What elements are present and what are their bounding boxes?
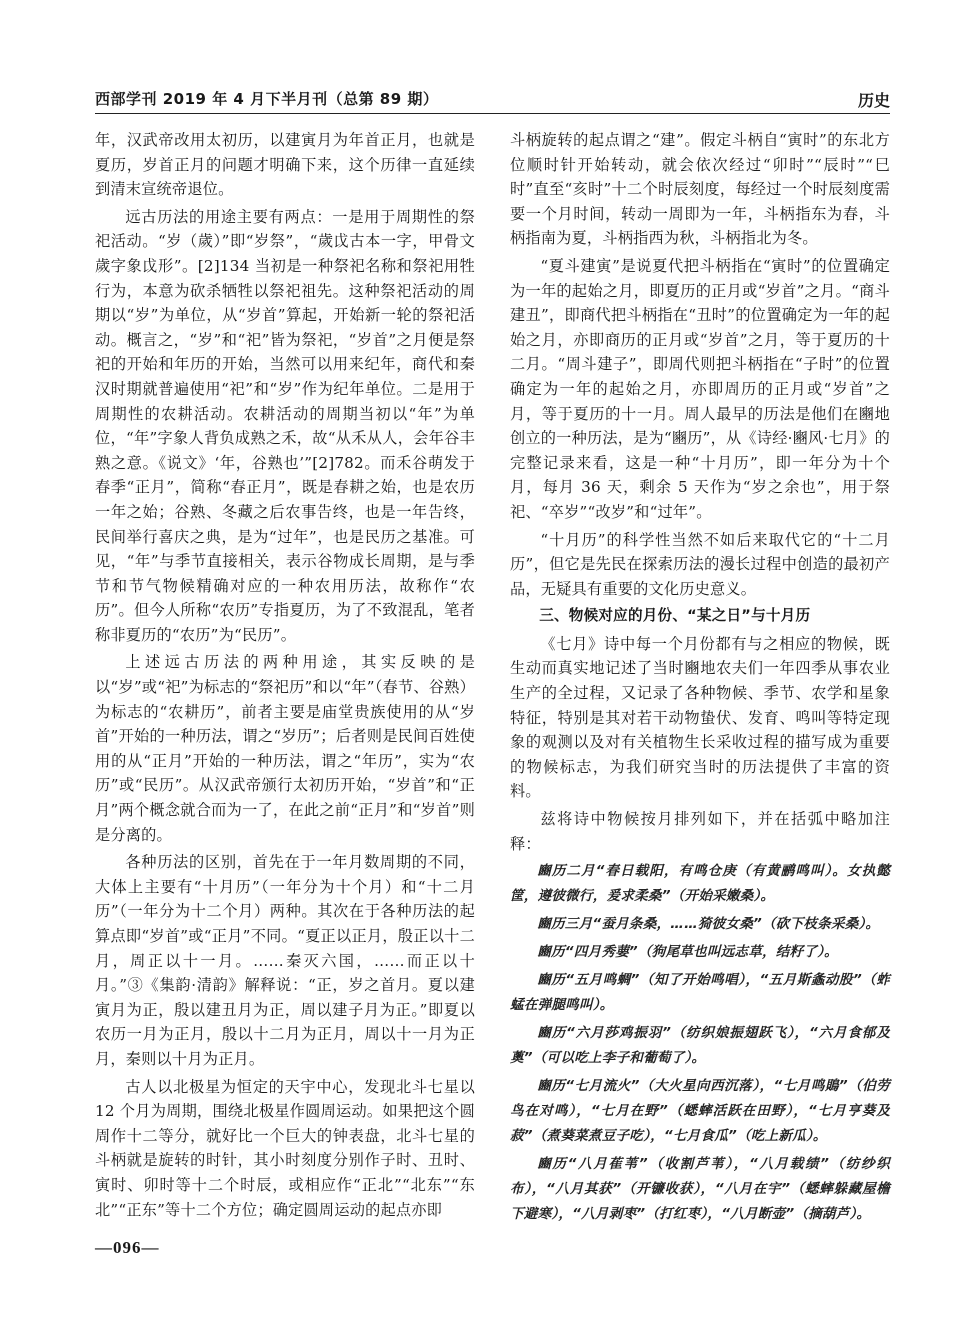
right-column bbox=[510, 128, 890, 1230]
paragraph: 兹将诗中物候按月排列如下，并在括弧中略加注释： bbox=[510, 810, 890, 853]
paragraph: 各种历法的区别，首先在于一年月数周期的不同，大体上主要有“十月历”（一年分为十个月）和“十二月历”（一年分为十二个月）两种。其次在于各种历法的起算点即“岁首”或“正月”不同。“夏正以正月，殷正以十二月，周正以十一月。……秦灭六国，……而正以十月。”③《集韵·清韵》解释说：“正，岁之首月。夏以建寅月为正，殷以建丑月为正，周以建子月为正。”即夏以农历一月为正月，殷以十二月为正月，周以十一月为正月，秦则以十月为正月。 bbox=[95, 853, 475, 1068]
poem-entry: 豳历“四月秀葽”（狗尾草也叫远志草，结籽了）。 bbox=[537, 944, 838, 961]
paragraph: 上述远古历法的两种用途，其实反映的是以“岁”或“祀”为标志的“祭祀历”和以“年”（春节、谷熟）为标志的“农耕历”，前者主要是庙堂贵族使用的从“岁首”开始的一种历法，谓之“岁历”；后者则是民间百姓使用的从“正月”开始的一种历法，谓之“年历”，实为“农历”或“民历”。从汉武帝颁行太初历开始，“岁首”和“正月”两个概念就合而为一了，在此之前“正月”和“岁首”则是分离的。 bbox=[95, 653, 475, 844]
paragraph: 古人以北极星为恒定的天宇中心，发现北斗七星以12 个月为周期，围绕北极星作圆周运动。如果把这个圆周作十二等分，就好比一个巨大的钟表盘，北斗七星的斗柄就是旋转的时针，其小时刻度分别作子时、丑时、寅时、卯时等十二个时辰，或相应作“正北”“北东”“东北”“正东”等十二个方位；确定圆周运动的起点亦即 bbox=[95, 1077, 475, 1219]
journal-title: 西部学刊 2019 年 4 月下半月刊（总第 89 期） bbox=[95, 90, 439, 108]
left-column bbox=[95, 128, 475, 1225]
page-number: —096— bbox=[95, 1238, 160, 1257]
section-heading: 三、物候对应的月份、“某之日”与十月历 bbox=[539, 607, 811, 625]
poem-entry: 豳历“六月莎鸡振羽”（纺织娘振翅跃飞），“六月食郁及薁”（可以吃上李子和葡萄了）。 bbox=[510, 1025, 890, 1067]
paragraph: 《七月》诗中每一个月份都有与之相应的物候，既生动而真实地记述了当时豳地农夫们一年四季从事农业生产的全过程，又记录了各种物候、季节、农学和星象特征，特别是其对若干动物蛰伏、发育、鸣叫等特定现象的观测以及对有关植物生长采收过程的描写成为重要的物候标志，为我们研究当时的历法提供了丰富的资料。 bbox=[510, 634, 890, 801]
running-header bbox=[95, 88, 890, 112]
poem-entry: 豳历“七月流火”（大火星向西沉落），“七月鸣鵙”（伯劳鸟在对鸣），“七月在野”（蟋蟀活跃在田野），“七月亨葵及菽”（煮葵菜煮豆子吃），“七月食瓜”（吃上新瓜）。 bbox=[510, 1078, 890, 1145]
poem-entry: 豳历“五月鸣蜩”（知了开始鸣唱），“五月斯螽动股”（蚱蜢在弹腿鸣叫）。 bbox=[510, 972, 890, 1014]
poem-entry: 豳历“八月萑苇”（收割芦苇），“八月载绩”（纺纱织布），“八月其获”（开镰收获），“八月在宇”（蟋蟀躲藏屋檐下避寒），“八月剥枣”（打红枣），“八月断壶”（摘葫芦）。 bbox=[510, 1156, 890, 1223]
paragraph: 斗柄旋转的起点谓之“建”。假定斗柄自“寅时”的东北方位顺时针开始转动，就会依次经过“卯时”“辰时”“巳时”直至“亥时”十二个时辰刻度，每经过一个时辰刻度需要一个月时间，转动一周即为一年，斗柄指东为春，斗柄指南为夏，斗柄指西为秋，斗柄指北为冬。 bbox=[510, 131, 890, 248]
poem-entry: 豳历三月“蚕月条桑，……猗彼女桑”（砍下枝条采桑）。 bbox=[537, 916, 880, 933]
poem-entry: 豳历二月“春日载阳，有鸣仓庚（有黄鹂鸣叫）。女执懿筐，遵彼微行，爰求柔桑”（开始采嫩桑）。 bbox=[510, 863, 890, 905]
paragraph: 远古历法的用途主要有两点：一是用于周期性的祭祀活动。“岁（歲）”即“岁祭”，“歲戉古本一字，甲骨文歲字象戉形”。[2]134 当初是一种祭祀名称和祭祀用牲行为，本意为砍杀牺牲以祭祀祖先。这种祭祀活动的周期以“岁”为单位，从“岁首”算起，开始新一轮的祭祀活动。概言之，“岁”和“祀”皆为祭祀，“岁首”之月便是祭祀的开始和年历的开始，当然可以用来纪年，商代和秦汉时期就普遍使用“祀”和“岁”作为纪年单位。二是用于周期性的农耕活动。农耕活动的周期当初以“年”为单位，“年”字象人背负成熟之禾，故“从禾从人，会年谷丰熟之意。《说文》‘年，谷熟也’”[2]782。而禾谷萌发于春季“正月”，简称“春正月”，既是春耕之始，也是农历一年之始；谷熟、冬藏之后农事告终，也是一年告终，民间举行喜庆之典，是为“过年”，也是民历之基准。可见，“年”与季节直接相关，表示谷物成长周期，是与季节和节气物候精确对应的一种农用历法，故称作“农历”。但今人所称“农历”专指夏历，为了不致混乱，笔者称非夏历的“农历”为“民历”。 bbox=[95, 207, 475, 644]
section-label: 历史 bbox=[857, 91, 890, 110]
paragraph: “夏斗建寅”是说夏代把斗柄指在“寅时”的位置确定为一年的起始之月，即夏历的正月或“岁首”之月。“商斗建丑”，即商代把斗柄指在“丑时”的位置确定为一年的起始之月，亦即商历的正月或“岁首”之月，等于夏历的十二月。“周斗建子”，即周代则把斗柄指在“子时”的位置确定为一年的起始之月，亦即周历的正月或“岁首”之月，等于夏历的十一月。周人最早的历法是他们在豳地创立的一种历法，是为“豳历”，从《诗经·豳风·七月》的完整记录来看，这是一种“十月历”，即一年分为十个月，每月 36 天，剩余 5 天作为“岁之余也”，用于祭祀、“卒岁”“改岁”和“过年”。 bbox=[510, 256, 890, 521]
paragraph: 年，汉武帝改用太初历，以建寅月为年首正月，也就是夏历，岁首正月的问题才明确下来，这个历律一直延续到清末宣统帝退位。 bbox=[95, 131, 475, 199]
paragraph: “十月历”的科学性当然不如后来取代它的“十二月历”，但它是先民在探索历法的漫长过程中创造的最初产品，无疑具有重要的文化历史意义。 bbox=[510, 530, 890, 598]
header-rule bbox=[95, 113, 890, 114]
